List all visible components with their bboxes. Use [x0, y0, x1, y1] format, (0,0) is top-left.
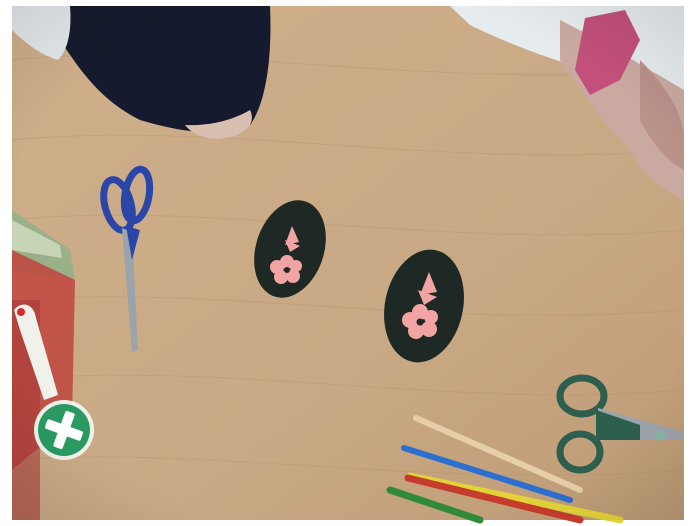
photo-vignette: [12, 6, 684, 520]
